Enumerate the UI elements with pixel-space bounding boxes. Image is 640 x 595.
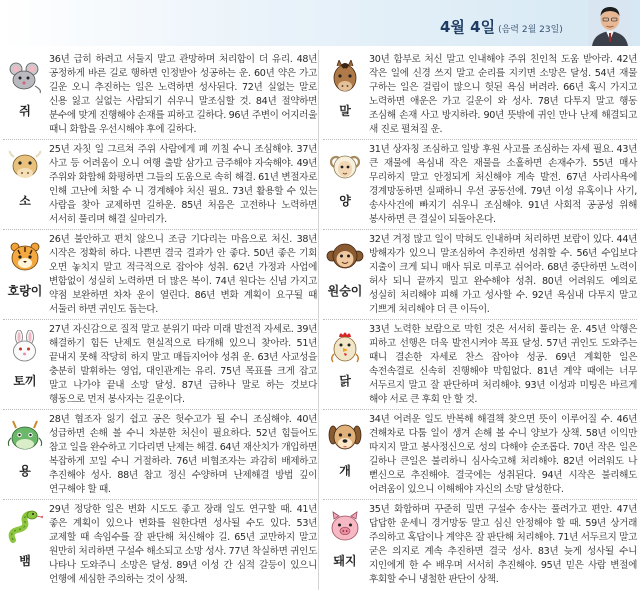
fortune-entry-snake <box>3 500 317 590</box>
animal-name: 뱀 <box>19 554 31 568</box>
fortune-text: 36년 급히 하려고 서둘지 말고 관망하며 처리함이 더 유리. 48년 공정하게 바른 길로 행하면 인정받아 성공하는 운. 60년 약은 가고 길운 오니 추진하는 일은 노력하면 성사된다. 72년 실없는 말로 신용 잃고 실없는 사람되기 쉬우니 말조심할 것. 84년 절약하면 분수에 맞게 진행해야 손재를 피하고 길하다. 96년 주변이 어지러울 때니 화합을 우선시해야 후에 길하다. <box>49 54 317 136</box>
column-divider <box>318 50 319 590</box>
animal-badge <box>3 230 47 320</box>
pig-icon <box>325 510 365 544</box>
fortune-entry-rat <box>3 50 317 140</box>
rabbit-icon <box>5 330 45 364</box>
animal-badge <box>3 320 47 410</box>
fortune-entry-horse <box>323 50 637 140</box>
fortune-text: 26년 불안하고 편치 않으니 조금 기다리는 마음으로 처신. 38년 시작은 정확히 하다. 나쁜면 결국 결과가 안 좋다. 50년 좋은 기회 오면 놓치지 말고 적극적으로 잡아야 성취. 62년 가정과 사업에 변함없이 성실히 노력하면 더 많은 복이. 74년 원다는 신념 가지고 약점 보완하면 차차 운이 열린다. 86년 변화 계획이 요구될 때 서둘러 하면 귀인도 돕는다. <box>49 234 317 316</box>
animal-badge <box>3 50 47 140</box>
dog-icon <box>325 420 365 454</box>
fortune-entry-monkey <box>323 230 637 320</box>
fortune-text: 27년 자신감으로 질적 말고 분위기 따라 미래 발전적 자세로. 39년 해결하기 힘든 난제도 현실적으로 타개해 있으니 찾아라. 51년 끝내지 못해 작당히 하지 말고 매듭지어야 성취 운. 63년 사교성을 충분히 발휘하는 영업, 대인관계는 유리. 75년 목표를 크게 잡고 말고 나가야 끝내 소망 달성. 87년 급하나 말로 하는 것보다 행동으로 먼저 봉사자는 길운이다. <box>49 324 317 406</box>
horse-icon <box>325 60 365 94</box>
animal-badge <box>3 140 47 230</box>
monkey-icon <box>325 240 365 274</box>
animal-badge <box>323 50 367 140</box>
fortune-entry-dog <box>323 410 637 500</box>
animal-name: 개 <box>339 464 351 478</box>
fortune-entry-rooster <box>323 320 637 410</box>
date-heading <box>440 16 563 37</box>
tiger-icon <box>5 240 45 274</box>
fortune-entry-sheep <box>323 140 637 230</box>
left-column <box>3 50 317 590</box>
fortune-entry-rabbit <box>3 320 317 410</box>
columnist-portrait <box>588 0 632 46</box>
animal-badge <box>3 500 47 590</box>
fortune-text: 25년 자칫 일 그르쳐 주위 사람에게 폐 끼칠 수니 조심해야. 37년 사고 등 어려움이 오니 여행 출발 삼가고 금주해야 자숙해야. 49년 주위와 화합해 화평하면 그들의 도움으로 속히 해결. 61년 변절자로 인해 고난에 처할 수 니 경계해야 처신 필요. 73년 활용할 수 있는 사람을 찾아 교제하면 길하운. 85년 처음은 고전하나 노력하면 서서히 풀리며 해결 실마리가. <box>49 144 317 226</box>
fortune-entry-tiger <box>3 230 317 320</box>
animal-name: 쥐 <box>19 104 31 118</box>
dragon-icon <box>5 420 45 454</box>
animal-badge <box>3 410 47 500</box>
animal-name: 호랑이 <box>7 284 43 298</box>
animal-name: 닭 <box>339 374 351 388</box>
animal-name: 돼지 <box>333 554 357 568</box>
fortune-text: 34년 어려운 일도 반복해 해결책 찾으면 뜻이 이루어질 수. 46년 견해차로 다툼 일이 생겨 손해 볼 수니 양보가 상책. 58년 이익만 따지지 말고 봉사정신으로 성의 다해야 순조롭다. 70년 작은 일은 길하나 큰일은 불리하니 심사숙고해 처리해야. 82년 어려워도 나 뻗신으로 추진해야. 결국에는 성취된다. 94년 시작은 불리해도 어려움이 있으니 이해해야 자신의 소망 달성한다. <box>369 414 637 496</box>
page-header <box>0 0 640 46</box>
animal-name: 양 <box>339 194 351 208</box>
fortune-text: 31년 상자칭 조심하고 일방 후원 사고를 조심하는 자세 필요. 43년 큰 재물에 욕심내 작은 재물을 소홀하면 손재수가. 55년 매사 무리하지 말고 안정되게 처신해야 계속 발전. 67년 사리사욕에 경계망동하면 실패하니 우선 공동선에. 79년 이성 유혹이나 사기, 송사사건에 빠지기 쉬우니 조심해야. 91년 사회적 공공성 위해 봉사하면 큰 결실이 되돌아온다. <box>369 144 637 226</box>
lunar-date: (음력 2월 23일) <box>498 25 563 35</box>
animal-badge <box>323 410 367 500</box>
fortune-text: 35년 화합하며 꾸준히 밀면 구설수 송사는 풀려가고 편안. 47년 답답한 운세니 경거망동 말고 심신 안정해야 할 때. 59년 상거래 주의하고 혹답이나 계약은 잘 판단해 처리해야. 71년 서두르지 말고 굳은 의지로 계속 추진하면 결국 성사. 83년 늦게 성사될 수니 지인에게 한 수 배우며 서서히 추진해야. 95년 믿은 사람 변절에 후회할 수니 냉철한 판단이 상책. <box>369 504 637 586</box>
fortune-text: 33년 노력한 보람으로 막힌 것은 서서히 풀리는 운. 45년 악행은 피하고 선행은 더욱 발전시켜야 목표 달성. 57년 귀인도 도와주는 때니 결손한 자세로 찬스 잡아야 성공. 69년 계획한 일은 속전속결로 신속히 진행해야 막힘없다. 81년 계약 때에는 너무 서두르지 말고 잘 판단하며 처리해야. 93년 이성과 미팅은 바르게 해야 서로 큰 후회 안 할 것. <box>369 324 637 406</box>
animal-name: 원숭이 <box>327 284 363 298</box>
animal-name: 용 <box>19 464 31 478</box>
fortune-entry-ox <box>3 140 317 230</box>
rooster-icon <box>325 330 365 364</box>
snake-icon <box>5 510 45 544</box>
fortune-text: 28년 협조자 잃기 쉽고 공은 헛수고가 될 수니 조심해야. 40년 성급하면 손해 볼 수니 차분한 처신이 필요하다. 52년 힘들어도 참고 일을 완수하고 기다리면 난제는 해결. 64년 재산치가 개입하면 복잡하게 꼬일 수니 거절하라. 76년 비협조자는 과감히 배제하고 추진해야 성사. 88년 참고 정신 수양하며 난제해결 방법 깊이 연구해야 할 때. <box>49 414 317 496</box>
right-column <box>323 50 637 590</box>
fortune-text: 30년 함부로 처신 말고 인내해야 주위 친인척 도움 받아라. 42년 작은 일에 신경 쓰지 말고 순리를 지키면 소망은 달성. 54년 재물 구하는 일은 걸림이 많으니 헛된 욕심 버려라. 66년 혹시 가지고 노력하면 애운은 가고 길운이 와 성사. 78년 다투지 말고 행동 조심해 손재 사고 방지하라. 90년 뜻밖에 귀인 만나 난제 해결되고 새 진로 펼쳐질 운. <box>369 54 637 136</box>
sheep-icon <box>325 150 365 184</box>
animal-badge <box>323 140 367 230</box>
animal-badge <box>323 230 367 320</box>
rat-icon <box>5 60 45 94</box>
ox-icon <box>5 150 45 184</box>
animal-name: 토끼 <box>13 374 37 388</box>
animal-name: 소 <box>19 194 31 208</box>
solar-date: 4월 4일 <box>440 18 496 36</box>
animal-badge <box>323 320 367 410</box>
animal-badge <box>323 500 367 590</box>
fortune-entry-pig <box>323 500 637 590</box>
fortune-text: 32년 겨정 많고 일이 막혀도 인내하며 처리하면 보람이 있다. 44년 방해자가 있으니 말조심하여 추진하면 성취할 수. 56년 수입보다 지출이 크게 되니 매사 뒤로 미루고 쉬어라. 68년 중단하면 노력이 허사 되니 끝까지 밀고 완수해야 성취. 80년 어려워도 예의로 성실히 처리해야 피해 가고 성사할 수. 92년 욕심내 다투지 말고 기쁘게 처리해야 더 큰 이득이. <box>369 234 637 316</box>
fortune-text: 29년 정당한 일은 변화 시도도 좋고 장래 일도 연구할 때. 41년 좋은 계획이 있으나 변화를 원한다면 성사될 수도 있다. 53년 교제할 때 속임수를 잘 판단해 처신해야 길. 65년 교만하지 말고 원만히 처리하면 구설수 해소되고 소망 성사. 77년 착실하면 귀인도 나타나 도와주니 소망은 달성. 89년 이성 간 심적 갈등이 있으니 언행에 세심한 주의하는 것이 상책. <box>49 504 317 586</box>
fortune-entry-dragon <box>3 410 317 500</box>
animal-name: 말 <box>339 104 351 118</box>
